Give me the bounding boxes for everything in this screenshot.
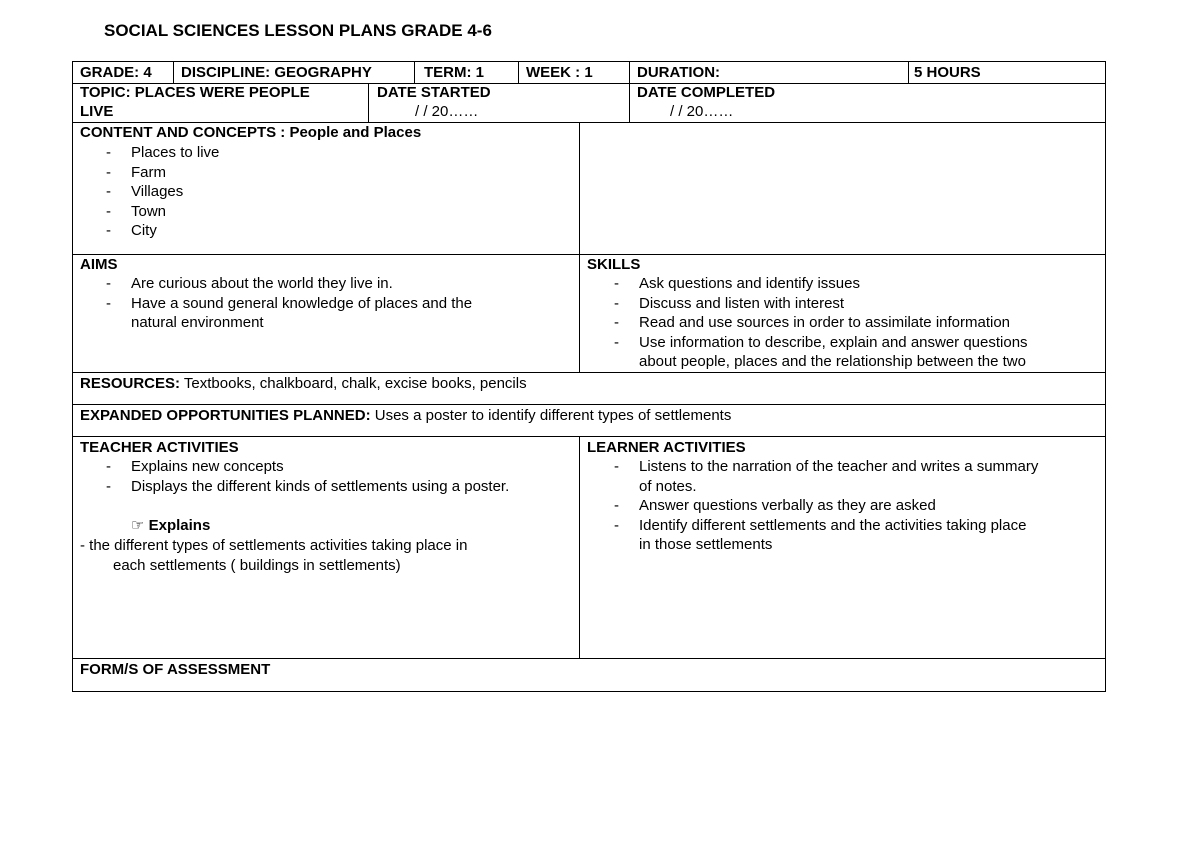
- list-item-text: Are curious about the world they live in.: [131, 275, 393, 292]
- duration-label: DURATION:: [637, 64, 721, 81]
- list-item: - Explains new concepts: [73, 457, 578, 477]
- row-divider: [73, 658, 1105, 659]
- list-item: - Farm: [73, 163, 573, 183]
- week-label: WEEK : 1: [526, 64, 593, 81]
- learner-activities-heading: LEARNER ACTIVITIES: [587, 439, 746, 456]
- content-heading: CONTENT AND CONCEPTS : People and Places: [80, 124, 422, 141]
- opportunities-label: EXPANDED OPPORTUNITIES PLANNED:: [80, 407, 371, 424]
- aims-list: [73, 274, 573, 333]
- row-divider: [73, 372, 1105, 373]
- lesson-plan-table: [72, 61, 1106, 692]
- col-divider: [908, 62, 909, 83]
- opportunities-row: [80, 406, 731, 426]
- list-item-text: Answer questions verbally as they are asked: [639, 497, 936, 514]
- list-item-text: Ask questions and identify issues: [639, 275, 860, 292]
- list-item-text: Discuss and listen with interest: [639, 294, 845, 312]
- topic-line-1: TOPIC: PLACES WERE PEOPLE: [80, 84, 310, 101]
- col-divider: [629, 62, 630, 122]
- list-item: [581, 333, 1101, 372]
- topic-line-2: LIVE: [80, 103, 114, 120]
- row-divider: [73, 404, 1105, 405]
- teacher-note-line-1: - the different types of settlements activities taking place in: [80, 537, 468, 554]
- teacher-note-line-2: each settlements ( buildings in settlements): [113, 557, 401, 574]
- grade-label: GRADE: 4: [80, 64, 152, 81]
- list-item-text: Identify different settlements and the activities taking place: [639, 516, 1027, 534]
- col-divider: [518, 62, 519, 83]
- explains-label: Explains: [148, 517, 211, 534]
- list-item: - Town: [73, 202, 573, 222]
- resources-label: RESOURCES:: [80, 375, 181, 392]
- list-item-text: Have a sound general knowledge of places and the: [131, 294, 473, 312]
- explains-row: [131, 516, 210, 536]
- term-label: TERM: 1: [424, 64, 484, 81]
- page-title: SOCIAL SCIENCES LESSON PLANS GRADE 4-6: [104, 21, 492, 40]
- skills-heading: SKILLS: [587, 256, 641, 273]
- col-divider: [579, 436, 580, 658]
- list-item: [581, 496, 1105, 516]
- list-item: - Places to live: [73, 143, 573, 163]
- list-item-text: Use information to describe, explain and answer questions: [639, 333, 1028, 351]
- learner-activities-list: [581, 457, 1105, 555]
- list-item-text: in those settlements: [639, 536, 773, 553]
- col-divider: [173, 62, 174, 83]
- opportunities-text: Uses a poster to identify different types of settlements: [370, 407, 732, 424]
- teacher-activities-list: [73, 457, 578, 496]
- col-divider: [414, 62, 415, 83]
- list-item-text: Read and use sources in order to assimilate information: [639, 314, 1011, 331]
- list-item-text: natural environment: [131, 314, 264, 331]
- list-item: [581, 457, 1105, 496]
- col-divider: [368, 83, 369, 122]
- list-item: [581, 294, 1101, 314]
- list-item: [581, 313, 1101, 333]
- list-item: [581, 274, 1101, 294]
- pointing-hand-icon: ☞: [131, 517, 145, 534]
- list-item: - City: [73, 221, 573, 241]
- list-item: [581, 516, 1105, 555]
- resources-row: [80, 374, 527, 394]
- date-started-value: / / 20……: [415, 103, 479, 120]
- list-item: [73, 274, 573, 294]
- list-item: - Villages: [73, 182, 573, 202]
- content-list: [73, 143, 573, 241]
- row-divider: [73, 436, 1105, 437]
- teacher-activities-heading: TEACHER ACTIVITIES: [80, 439, 239, 456]
- date-started-label: DATE STARTED: [377, 84, 491, 101]
- list-item-text: about people, places and the relationship between the two: [639, 353, 1026, 370]
- aims-heading: AIMS: [80, 256, 118, 273]
- date-completed-label: DATE COMPLETED: [637, 84, 776, 101]
- duration-value: 5 HOURS: [914, 64, 981, 81]
- discipline-label: DISCIPLINE: GEOGRAPHY: [181, 64, 372, 81]
- list-item: [73, 294, 573, 333]
- skills-list: [581, 274, 1101, 372]
- col-divider: [579, 122, 580, 372]
- date-completed-value: / / 20……: [670, 103, 734, 120]
- list-item-text: Listens to the narration of the teacher and writes a summary: [639, 458, 1039, 475]
- resources-text: Textbooks, chalkboard, chalk, excise books, pencils: [180, 375, 527, 392]
- list-item-text: of notes.: [639, 477, 697, 495]
- list-item: - Displays the different kinds of settlements using a poster.: [73, 477, 578, 497]
- assessment-heading: FORM/S OF ASSESSMENT: [80, 661, 271, 678]
